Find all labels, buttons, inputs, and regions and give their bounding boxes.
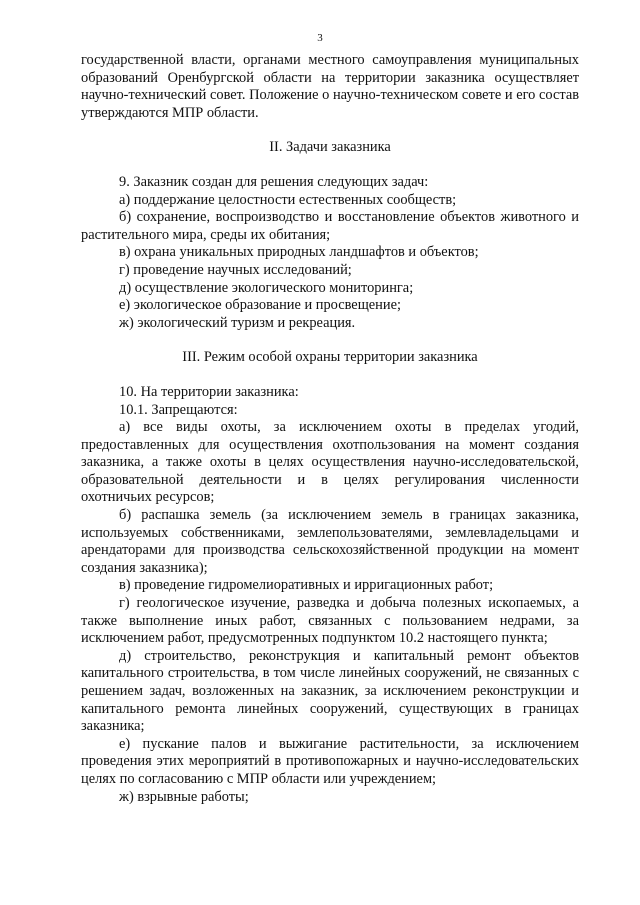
- clause-9-e: е) экологическое образование и просвещение;: [119, 297, 401, 314]
- clause-9-zh: ж) экологический туризм и рекреация.: [119, 314, 356, 331]
- clause-10-e: е) пускание палов и выжигание растительности, за исключением проведения этих мероприятий в противопожарных и научно-исследовательских целях по согласованию с МПР области или учреждением;: [81, 735, 579, 787]
- clause-10-v: в) проведение гидромелиоративных и ирригационных работ;: [119, 577, 494, 594]
- clause-10-zh: ж) взрывные работы;: [119, 788, 249, 805]
- intro-paragraph: государственной власти, органами местного самоуправления муниципальных образований Оренбургской области на территории заказника осуществляет научно-технический совет. Положение о научно-техническом совете и его состав утверждаются МПР области.: [81, 52, 579, 121]
- section-2-heading: II. Задачи заказника: [269, 139, 391, 156]
- document-body: [81, 52, 579, 806]
- section-3-heading: III. Режим особой охраны территории заказника: [182, 349, 478, 366]
- clause-9-a: а) поддержание целостности естественных сообществ;: [119, 191, 457, 208]
- clause-10-b: б) распашка земель (за исключением земель в границах заказника, используемых собственниками, землепользователями, землевладельцами и арендаторами для производства сельскохозяйственной продукции на момент создания заказника);: [81, 507, 579, 576]
- clause-10-1: 10.1. Запрещаются:: [119, 401, 238, 418]
- clause-9-g: г) проведение научных исследований;: [119, 261, 352, 278]
- clause-9-b: б) сохранение, воспроизводство и восстановление объектов животного и растительного мира, среды их обитания;: [81, 209, 579, 243]
- clause-10: 10. На территории заказника:: [119, 383, 299, 400]
- page-number: 3: [317, 32, 323, 44]
- clause-9-d: д) осуществление экологического мониторинга;: [119, 279, 414, 296]
- clause-9-v: в) охрана уникальных природных ландшафтов и объектов;: [119, 244, 479, 261]
- clause-10-g: г) геологическое изучение, разведка и добыча полезных ископаемых, а также выполнение иных работ, связанных с пользованием недрами, за исключением работ, предусмотренных подпунктом 10.2 настоящего пункта;: [81, 595, 579, 647]
- clause-10-d: д) строительство, реконструкция и капитальный ремонт объектов капитального строительства, в том числе линейных сооружений, не связанных с решением задач, возложенных на заказник, за исключением реконструкции и капитального ремонта линейных сооружений, существующих в границах заказника;: [81, 647, 579, 735]
- clause-10-a: а) все виды охоты, за исключением охоты в пределах угодий, предоставленных для осуществления охотпользования на момент создания заказника, а также охоты в целях осуществления научно-исследовательской, образовательной деятельности и в целях регулирования численности охотничьих ресурсов;: [81, 419, 579, 506]
- clause-9: 9. Заказник создан для решения следующих задач:: [119, 173, 429, 190]
